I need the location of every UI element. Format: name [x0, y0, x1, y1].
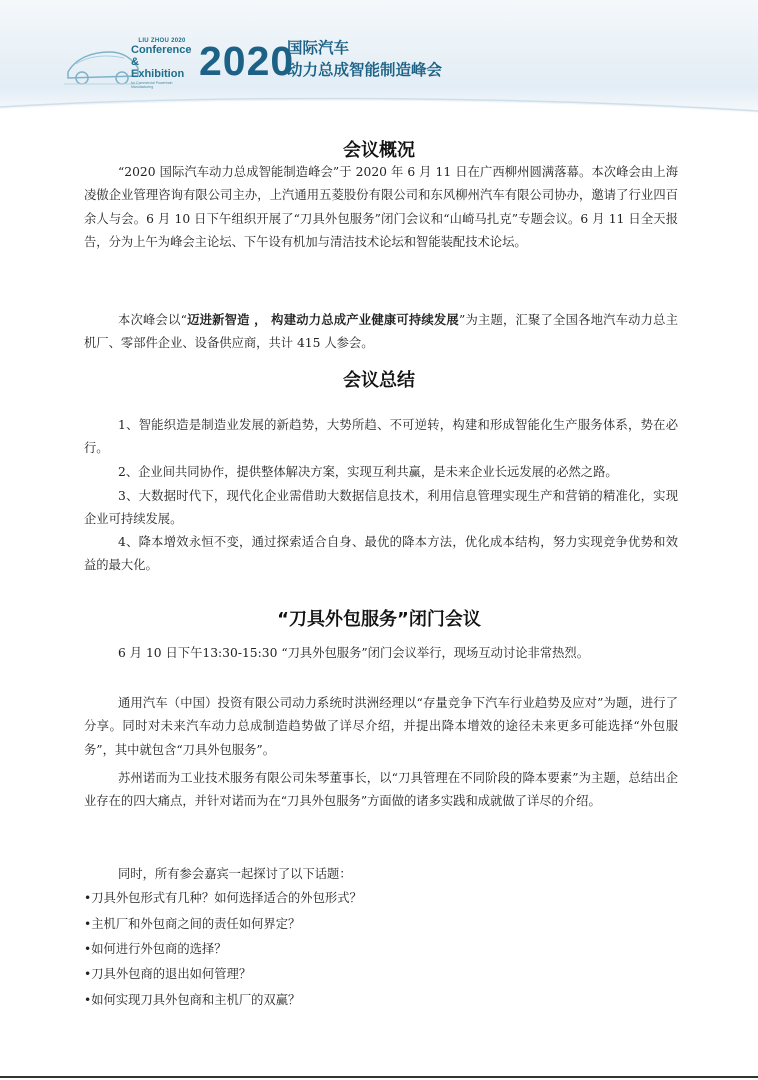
topic-item-4: •刀具外包商的退出如何管理？	[84, 967, 252, 981]
topics-intro: 同时，所有参会嘉宾一起探讨了以下话题：	[118, 867, 352, 881]
summary-item-1: 1、智能织造是制造业发展的新趋势，大势所趋、不可逆转，构建和形成智能化生产服务体系，势在必行。	[84, 418, 678, 456]
header-year: 2020	[199, 38, 295, 84]
bottom-border	[0, 1076, 758, 1078]
closed-meeting-intro: 6 月 10 日下午13:30-15:30 “刀具外包服务”闭门会议举行，现场互动讨论非常热烈。	[118, 646, 590, 660]
logo-city-year: LIU ZHOU 2020	[138, 38, 186, 44]
overview-title: 会议概况	[343, 140, 415, 161]
topic-item-2: •主机厂和外包商之间的责任如何界定？	[84, 917, 301, 931]
car-logo-icon	[62, 38, 142, 90]
overview-paragraph-2	[84, 308, 678, 356]
topic-item-3: •如何进行外包商的选择？	[84, 942, 227, 956]
event-name-line-1: 国际汽车	[287, 39, 350, 57]
topic-item-1: •刀具外包形式有几种？如何选择适合的外包形式？	[84, 891, 362, 905]
conference-logo	[131, 38, 193, 89]
logo-line-2: & Exhibition	[131, 56, 185, 80]
summary-item-2: 2、企业间共同协作，提供整体解决方案，实现互利共赢，是未来企业长远发展的必然之路。	[118, 465, 618, 479]
logo-line-1: Conference	[131, 44, 192, 56]
logo-subtitle: for Commercial Powertrain Manufacturing	[131, 81, 173, 89]
conference-theme: 迈进新智造 ， 构建动力总成产业健康可持续发展	[186, 312, 459, 327]
header-swoosh	[0, 95, 758, 125]
page-header	[0, 0, 758, 125]
topic-item-5: •如何实现刀具外包商和主机厂的双赢？	[84, 993, 301, 1007]
theme-close: ”为主题，汇聚了全国各地汽车动力总主机厂、零部件企业、设备供应商，共计 415 人参会。	[84, 313, 678, 351]
closed-meeting-paragraph-1: 通用汽车（中国）投资有限公司动力系统时洪洲经理以“存量竞争下汽车行业趋势及应对”为题，进行了分享。同时对未来汽车动力总成制造趋势做了详尽介绍，并提出降本增效的途径未来更多可能选择“外包服务”，其中就包含“刀具外包服务”。	[84, 696, 678, 757]
closed-meeting-paragraph-2: 苏州诺而为工业技术服务有限公司朱琴董事长，以“刀具管理在不同阶段的降本要素”为主题，总结出企业存在的四大痛点，并针对诺而为在“刀具外包服务”方面做的诸多实践和成就做了详尽的介绍。	[84, 771, 678, 809]
summary-item-3: 3、大数据时代下，现代化企业需借助大数据信息技术，利用信息管理实现生产和营销的精准化，实现企业可持续发展。	[84, 489, 678, 527]
header-event-name	[287, 37, 442, 81]
summary-title: 会议总结	[343, 370, 415, 391]
overview-paragraph-1: “2020 国际汽车动力总成智能制造峰会”于 2020 年 6 月 11 日在广西柳州圆满落幕。本次峰会由上海凌傲企业管理咨询有限公司主办，上汽通用五菱股份有限公司和东风柳州汽车有限公司协办，邀请了行业四百余人与会。6 月 10 日下午组织开展了“刀具外包服务”闭门会议和“山崎马扎克”专题会议。6 月 11 日全天报告，分为上午为峰会主论坛、下午设有机加与清洁技术论坛和智能装配技术论坛。	[84, 165, 678, 249]
event-name-line-2: 动力总成智能制造峰会	[287, 61, 443, 79]
summary-item-4: 4、降本增效永恒不变，通过探索适合自身、最优的降本方法，优化成本结构，努力实现竞争优势和效益的最大化。	[84, 535, 678, 573]
theme-open: 本次峰会以“	[118, 313, 187, 327]
closed-meeting-title: “刀具外包服务”闭门会议	[277, 609, 481, 630]
